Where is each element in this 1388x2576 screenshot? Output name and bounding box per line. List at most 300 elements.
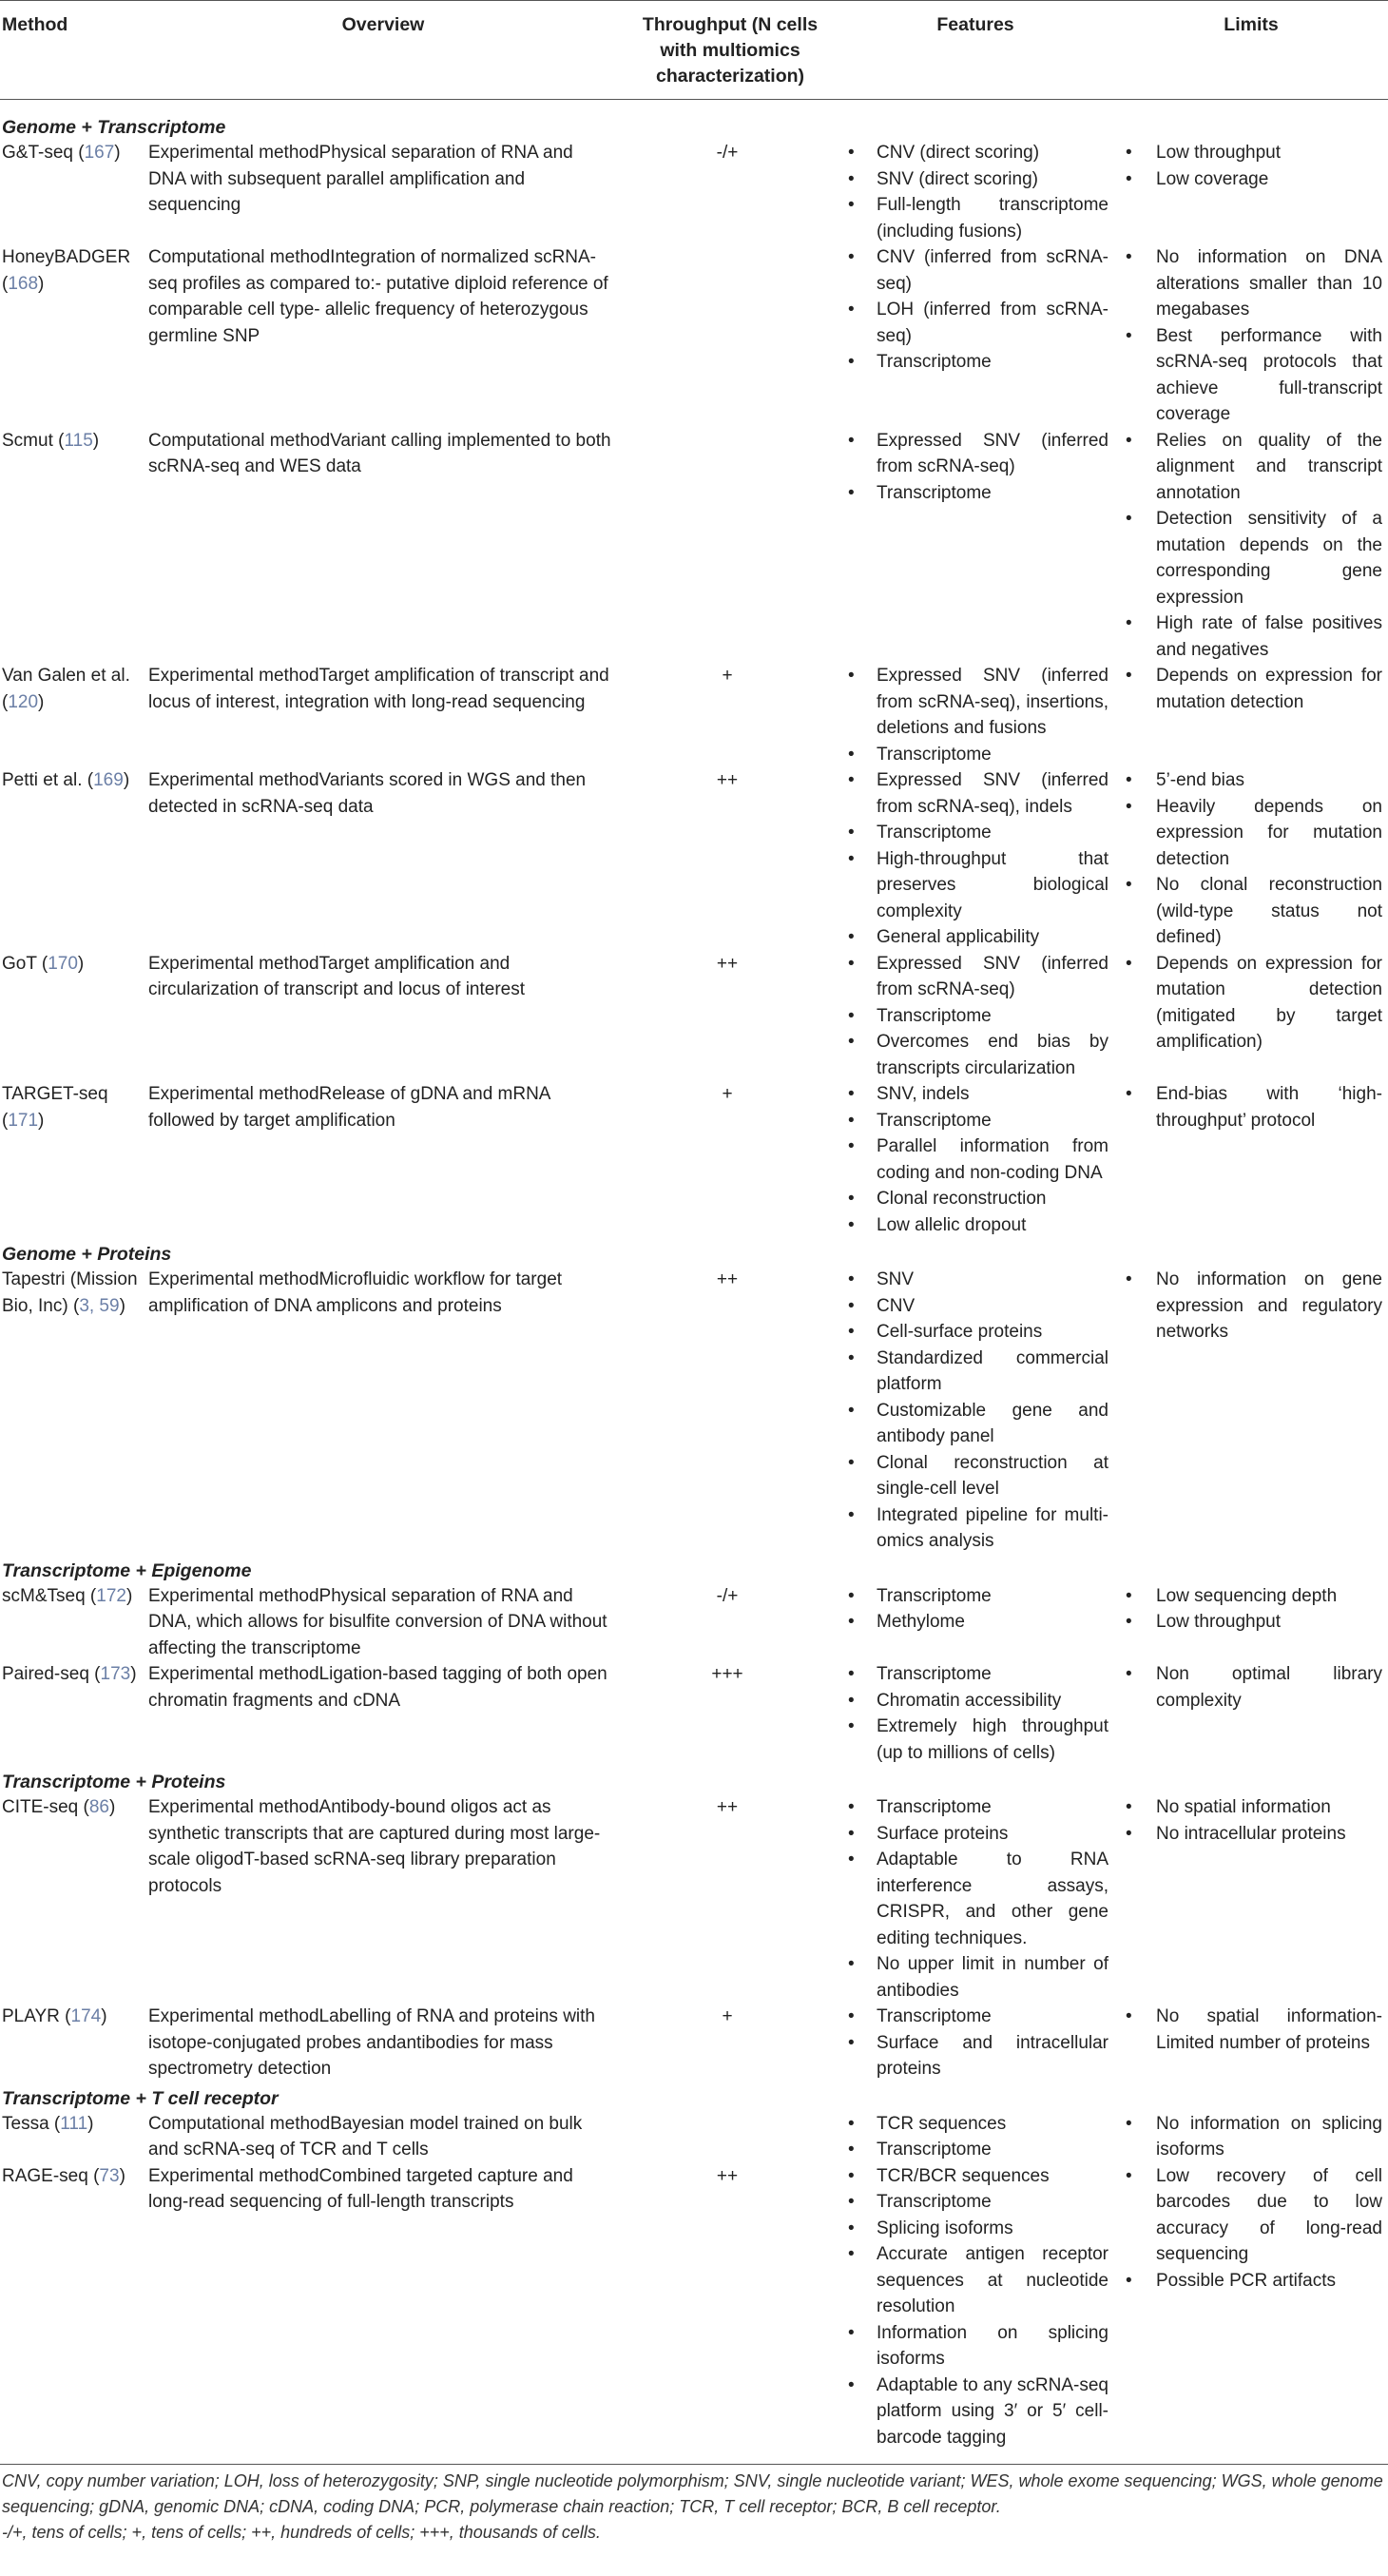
- feature-item: [837, 846, 1108, 925]
- header-throughput: Throughput (N cells with multiomics characterization): [624, 1, 837, 100]
- limit-text: Low recovery of cell barcodes due to low accuracy of long-read sequencing: [1156, 2165, 1382, 2264]
- overview-cell: Experimental methodVariants scored in WGS and then detected in scRNA-seq data: [148, 770, 587, 817]
- bullet-icon: •: [848, 848, 855, 869]
- feature-item: [837, 742, 1108, 768]
- feature-text: Transcriptome: [877, 1585, 992, 1606]
- feature-item: [837, 1661, 1108, 1688]
- header-overview: Overview: [143, 1, 624, 100]
- feature-list: [837, 140, 1108, 244]
- feature-text: Accurate antigen receptor sequences at nucleotide resolution: [877, 2244, 1108, 2316]
- feature-text: Transcriptome: [877, 1664, 992, 1684]
- bullet-icon: •: [848, 1797, 855, 1817]
- feature-text: TCR sequences: [877, 2113, 1007, 2134]
- table-row: [0, 244, 1388, 428]
- bullet-icon: •: [1126, 1664, 1132, 1684]
- feature-text: High-throughput that preserves biological complexity: [877, 848, 1108, 921]
- method-cell: GoT (170): [2, 953, 85, 974]
- limits-cell: [1114, 767, 1388, 951]
- overview-cell: Experimental methodLabelling of RNA and proteins with isotope-conjugated probes andantibodies for mass spectrometry detection: [148, 2006, 595, 2079]
- feature-list: [837, 767, 1108, 951]
- feature-item: [837, 2137, 1108, 2163]
- overview-cell: Computational methodIntegration of normalized scRNA-seq profiles as compared to:- putative diploid reference of comparable cell type- allelic frequency of heterozygous germline SNP: [148, 247, 608, 346]
- limit-item: [1114, 323, 1382, 428]
- limit-list: [1114, 244, 1382, 428]
- limit-item: [1114, 610, 1382, 663]
- throughput-cell: [624, 428, 837, 664]
- table-row: [0, 1794, 1388, 2004]
- limit-text: Depends on expression for mutation detection: [1156, 666, 1382, 712]
- feature-item: [837, 1609, 1108, 1636]
- feature-item: [837, 1714, 1108, 1766]
- table-body: [0, 100, 1388, 2465]
- table-row: [0, 1583, 1388, 1662]
- feature-text: Parallel information from coding and non-coding DNA: [877, 1136, 1108, 1183]
- feature-text: Customizable gene and antibody panel: [877, 1400, 1108, 1446]
- limit-item: [1114, 1583, 1382, 1610]
- limit-list: [1114, 1661, 1382, 1714]
- features-cell: [837, 767, 1114, 951]
- method-cell: Tessa (111): [2, 2113, 94, 2134]
- bullet-icon: •: [848, 744, 855, 765]
- feature-text: Overcomes end bias by transcripts circularization: [877, 1032, 1108, 1078]
- feature-text: Transcriptome: [877, 1110, 992, 1131]
- feature-item: [837, 1212, 1108, 1239]
- limits-cell: [1114, 2004, 1388, 2082]
- limit-text: Detection sensitivity of a mutation depends on the corresponding gene expression: [1156, 509, 1382, 608]
- limit-item: [1114, 767, 1382, 794]
- feature-text: Expressed SNV (inferred from scRNA-seq): [877, 430, 1108, 476]
- limit-text: Low throughput: [1156, 1612, 1281, 1632]
- method-reference: 3, 59: [79, 1295, 120, 1316]
- throughput-cell: +: [722, 666, 733, 686]
- feature-text: Extremely high throughput (up to millions of cells): [877, 1716, 1108, 1763]
- limit-item: [1114, 1821, 1382, 1848]
- limit-list: [1114, 1081, 1382, 1133]
- limit-text: Possible PCR artifacts: [1156, 2270, 1337, 2291]
- bullet-icon: •: [848, 1612, 855, 1632]
- bullet-icon: •: [1126, 2113, 1132, 2134]
- limits-cell: [1114, 1661, 1388, 1766]
- bullet-icon: •: [1126, 613, 1132, 633]
- feature-item: [837, 820, 1108, 846]
- limit-item: [1114, 1661, 1382, 1714]
- limit-item: [1114, 1267, 1382, 1346]
- feature-list: [837, 663, 1108, 767]
- method-name: TARGET-seq: [2, 1084, 108, 1104]
- limit-list: [1114, 2163, 1382, 2295]
- feature-item: [837, 1081, 1108, 1108]
- limit-text: Low sequencing depth: [1156, 1585, 1338, 1606]
- limits-cell: [1114, 140, 1388, 244]
- overview-cell: Experimental methodRelease of gDNA and mRNA followed by target amplification: [148, 1084, 550, 1131]
- feature-text: CNV (inferred from scRNA-seq): [877, 247, 1108, 294]
- feature-text: Standardized commercial platform: [877, 1347, 1108, 1394]
- feature-item: [837, 349, 1108, 376]
- method-reference: 172: [96, 1585, 126, 1606]
- bullet-icon: •: [1126, 770, 1132, 790]
- features-cell: [837, 1661, 1114, 1766]
- section-row: [0, 1238, 1388, 1267]
- bullet-icon: •: [1126, 953, 1132, 974]
- method-cell: Tapestri (Mission Bio, Inc) (3, 59): [2, 1269, 138, 1316]
- section-title: Transcriptome + T cell receptor: [2, 2087, 279, 2109]
- bullet-icon: •: [848, 1823, 855, 1844]
- limit-item: [1114, 2163, 1382, 2268]
- feature-text: Expressed SNV (inferred from scRNA-seq), indels: [877, 770, 1108, 817]
- bullet-icon: •: [848, 1110, 855, 1131]
- bullet-icon: •: [848, 2032, 855, 2053]
- method-cell: RAGE-seq (73): [0, 2163, 143, 2465]
- bullet-icon: •: [1126, 2165, 1132, 2186]
- method-name: PLAYR: [2, 2006, 60, 2026]
- limit-list: [1114, 1583, 1382, 1636]
- throughput-cell: -/+: [716, 143, 739, 163]
- feature-text: Information on splicing isoforms: [877, 2322, 1108, 2369]
- method-name: CITE-seq: [2, 1797, 79, 1817]
- feature-item: [837, 1029, 1108, 1081]
- bullet-icon: •: [848, 1400, 855, 1421]
- bullet-icon: •: [848, 1850, 855, 1869]
- limit-item: [1114, 166, 1382, 193]
- footnote-throughput-legend: -/+, tens of cells; +, tens of cells; ++, hundreds of cells; +++, thousands of cells.: [2, 2523, 601, 2542]
- feature-item: [837, 2030, 1108, 2082]
- bullet-icon: •: [848, 1322, 855, 1342]
- feature-list: [837, 1267, 1108, 1555]
- throughput-cell: ++: [716, 1797, 739, 1817]
- feature-item: [837, 2216, 1108, 2242]
- method-cell: Paired-seq (173): [2, 1664, 137, 1684]
- feature-text: Low allelic dropout: [877, 1214, 1027, 1235]
- limit-text: Depends on expression for mutation detection (mitigated by target amplification): [1156, 953, 1382, 1052]
- features-cell: [837, 140, 1114, 244]
- bullet-icon: •: [1126, 509, 1132, 529]
- limits-cell: [1114, 2111, 1388, 2163]
- method-cell: TARGET-seq (171): [2, 1084, 108, 1131]
- bullet-icon: •: [848, 927, 855, 947]
- feature-text: Full-length transcriptome (including fusions): [877, 195, 1108, 242]
- limit-list: [1114, 1267, 1382, 1346]
- bullet-icon: •: [1126, 168, 1132, 189]
- bullet-icon: •: [848, 2140, 855, 2160]
- feature-text: SNV (direct scoring): [877, 168, 1038, 189]
- feature-text: LOH (inferred from scRNA-seq): [877, 300, 1108, 346]
- method-reference: 111: [60, 2113, 88, 2134]
- method-name: Scmut: [2, 430, 53, 451]
- feature-item: [837, 297, 1108, 349]
- feature-item: [837, 166, 1108, 193]
- feature-item: [837, 951, 1108, 1003]
- bullet-icon: •: [848, 195, 855, 215]
- header-method: Method: [0, 1, 143, 100]
- limit-item: [1114, 794, 1382, 873]
- features-cell: [837, 428, 1114, 664]
- features-cell: [837, 951, 1114, 1082]
- method-reference: 170: [48, 953, 78, 974]
- section-title: Genome + Transcriptome: [2, 117, 226, 138]
- bullet-icon: •: [848, 1084, 855, 1104]
- method-reference: 169: [93, 770, 124, 790]
- feature-text: Transcriptome: [877, 823, 992, 843]
- method-reference: 173: [100, 1664, 131, 1684]
- limit-text: No intracellular proteins: [1156, 1823, 1346, 1844]
- limit-text: No information on gene expression and regulatory networks: [1156, 1269, 1382, 1342]
- bullet-icon: •: [848, 1452, 855, 1473]
- feature-text: SNV, indels: [877, 1084, 970, 1104]
- bullet-icon: •: [1126, 1084, 1132, 1104]
- bullet-icon: •: [1126, 2006, 1132, 2026]
- bullet-icon: •: [848, 1189, 855, 1209]
- method-name: G&T-seq: [2, 143, 73, 163]
- limit-item: [1114, 428, 1382, 507]
- table-row: [0, 428, 1388, 664]
- feature-item: [837, 2373, 1108, 2451]
- feature-list: [837, 2163, 1108, 2451]
- throughput-cell: -/+: [716, 1585, 739, 1606]
- overview-cell: Experimental methodCombined targeted capture and long-read sequencing of full-length transcripts: [143, 2163, 624, 2465]
- table-footnotes: [0, 2465, 1388, 2546]
- limit-item: [1114, 1609, 1382, 1636]
- limit-list: [1114, 951, 1382, 1056]
- overview-cell: Experimental methodPhysical separation of RNA and DNA, which allows for bisulfite conversion of DNA without affecting the transcriptome: [148, 1585, 607, 1658]
- bullet-icon: •: [848, 143, 855, 163]
- feature-text: Transcriptome: [877, 2140, 992, 2160]
- limits-cell: [1114, 1583, 1388, 1662]
- feature-text: Transcriptome: [877, 1005, 992, 1026]
- limit-list: [1114, 2004, 1382, 2056]
- limit-item: [1114, 2004, 1382, 2056]
- throughput-cell: ++: [716, 1269, 739, 1289]
- bullet-icon: •: [848, 1269, 855, 1289]
- method-name: Petti et al.: [2, 770, 83, 790]
- feature-text: Expressed SNV (inferred from scRNA-seq): [877, 953, 1108, 999]
- bullet-icon: •: [848, 1032, 855, 1052]
- limits-cell: [1114, 2163, 1388, 2465]
- overview-cell: Experimental methodTarget amplification of transcript and locus of interest, integration with long-read sequencing: [148, 666, 609, 712]
- overview-cell: Experimental methodLigation-based tagging of both open chromatin fragments and cDNA: [148, 1664, 607, 1711]
- method-reference: 73: [99, 2165, 120, 2186]
- overview-cell: Computational methodBayesian model trained on bulk and scRNA-seq of TCR and T cells: [148, 2113, 583, 2160]
- feature-text: Splicing isoforms: [877, 2218, 1013, 2238]
- throughput-cell: [624, 2111, 837, 2163]
- feature-item: [837, 1319, 1108, 1346]
- bullet-icon: •: [848, 1347, 855, 1368]
- throughput-cell: [624, 244, 837, 428]
- feature-text: Cell-surface proteins: [877, 1322, 1043, 1342]
- bullet-icon: •: [848, 482, 855, 503]
- bullet-icon: •: [848, 1585, 855, 1606]
- feature-list: [837, 428, 1108, 507]
- feature-item: [837, 1794, 1108, 1821]
- limit-item: [1114, 244, 1382, 323]
- method-cell: CITE-seq (86): [2, 1797, 116, 1817]
- feature-text: Transcriptome: [877, 2006, 992, 2026]
- feature-text: Transcriptome: [877, 352, 992, 372]
- bullet-icon: •: [848, 2192, 855, 2212]
- method-cell: Van Galen et al. (120): [2, 666, 130, 712]
- method-cell: Scmut (115): [2, 430, 100, 451]
- method-name: Paired-seq: [2, 1664, 89, 1684]
- method-name: Van Galen et al.: [2, 666, 130, 686]
- bullet-icon: •: [848, 1295, 855, 1316]
- limit-text: No information on DNA alterations smaller than 10 megabases: [1156, 247, 1382, 320]
- bullet-icon: •: [1126, 796, 1132, 817]
- feature-text: Surface and intracellular proteins: [877, 2032, 1108, 2079]
- features-cell: [837, 663, 1114, 767]
- bullet-icon: •: [1126, 875, 1132, 895]
- limits-cell: [1114, 428, 1388, 664]
- limit-text: No information on splicing isoforms: [1156, 2113, 1382, 2160]
- feature-list: [837, 1794, 1108, 2004]
- section-row: [0, 100, 1388, 141]
- limit-item: [1114, 2268, 1382, 2295]
- method-name: HoneyBADGER: [2, 247, 131, 267]
- feature-item: [837, 1133, 1108, 1186]
- method-reference: 174: [70, 2006, 102, 2026]
- limit-text: No spatial information: [1156, 1797, 1331, 1817]
- feature-text: Expressed SNV (inferred from scRNA-seq), insertions, deletions and fusions: [877, 666, 1108, 738]
- overview-cell: Experimental methodTarget amplification and circularization of transcript and locus of interest: [148, 953, 526, 999]
- throughput-cell: ++: [624, 2163, 837, 2465]
- feature-item: [837, 2004, 1108, 2030]
- bullet-icon: •: [1126, 666, 1132, 686]
- method-reference: 167: [84, 143, 115, 163]
- feature-item: [837, 1688, 1108, 1714]
- limit-text: End-bias with ‘high-throughput’ protocol: [1156, 1084, 1382, 1131]
- bullet-icon: •: [848, 2165, 855, 2186]
- bullet-icon: •: [1126, 143, 1132, 163]
- limit-list: [1114, 428, 1382, 664]
- method-cell: Petti et al. (169): [2, 770, 130, 790]
- section-title: Genome + Proteins: [2, 1244, 172, 1265]
- feature-text: TCR/BCR sequences: [877, 2165, 1050, 2186]
- bullet-icon: •: [848, 666, 855, 686]
- feature-item: [837, 2189, 1108, 2216]
- feature-item: [837, 244, 1108, 297]
- method-cell: G&T-seq (167): [2, 143, 121, 163]
- feature-item: [837, 1293, 1108, 1320]
- limit-text: Relies on quality of the alignment and transcript annotation: [1156, 430, 1382, 503]
- feature-item: [837, 1583, 1108, 1610]
- bullet-icon: •: [848, 823, 855, 843]
- feature-item: [837, 2111, 1108, 2138]
- feature-list: [837, 2111, 1108, 2163]
- feature-text: SNV: [877, 1269, 915, 1289]
- bullet-icon: •: [848, 953, 855, 974]
- feature-text: Methylome: [877, 1612, 965, 1632]
- features-cell: [837, 1583, 1114, 1662]
- feature-text: CNV (direct scoring): [877, 143, 1040, 163]
- feature-list: [837, 244, 1108, 376]
- limit-item: [1114, 2111, 1382, 2163]
- feature-text: Adaptable to any scRNA-seq platform using 3′ or 5′ cell-barcode tagging: [877, 2374, 1108, 2448]
- method-cell: HoneyBADGER (168): [2, 247, 131, 294]
- feature-list: [837, 951, 1108, 1082]
- limits-cell: [1114, 951, 1388, 1082]
- bullet-icon: •: [848, 247, 855, 267]
- feature-item: [837, 1502, 1108, 1555]
- bullet-icon: •: [1126, 1585, 1132, 1606]
- bullet-icon: •: [1126, 1797, 1132, 1817]
- feature-text: Chromatin accessibility: [877, 1690, 1062, 1711]
- throughput-cell: +: [722, 1084, 733, 1104]
- features-cell: [837, 2004, 1114, 2082]
- throughput-cell: +++: [711, 1664, 743, 1684]
- limit-text: Non optimal library complexity: [1156, 1664, 1382, 1711]
- feature-text: Transcriptome: [877, 482, 992, 503]
- section-title: Transcriptome + Epigenome: [2, 1559, 252, 1581]
- feature-item: [837, 1450, 1108, 1502]
- limit-item: [1114, 1081, 1382, 1133]
- bullet-icon: •: [848, 1664, 855, 1684]
- feature-item: [837, 1398, 1108, 1450]
- bullet-icon: •: [848, 300, 855, 320]
- bullet-icon: •: [1126, 325, 1132, 346]
- feature-item: [837, 2163, 1108, 2190]
- feature-item: [837, 924, 1108, 951]
- limit-text: No spatial information- Limited number of proteins: [1156, 2006, 1382, 2053]
- limit-item: [1114, 140, 1382, 166]
- method-reference: 168: [8, 273, 39, 294]
- bullet-icon: •: [848, 1005, 855, 1026]
- limit-list: [1114, 663, 1382, 715]
- method-reference: 86: [88, 1797, 109, 1817]
- bullet-icon: •: [848, 2006, 855, 2026]
- limit-item: [1114, 663, 1382, 715]
- feature-text: Adaptable to RNA interference assays, CRISPR, and other gene editing techniques.: [877, 1850, 1108, 1948]
- bullet-icon: •: [848, 1690, 855, 1711]
- limit-list: [1114, 1794, 1382, 1847]
- overview-cell: Experimental methodPhysical separation of RNA and DNA with subsequent parallel amplification and sequencing: [148, 143, 573, 215]
- features-cell: [837, 1081, 1114, 1238]
- feature-text: Transcriptome: [877, 2192, 992, 2212]
- overview-cell: Experimental methodMicrofluidic workflow for target amplification of DNA amplicons and proteins: [148, 1269, 563, 1316]
- feature-list: [837, 1583, 1108, 1636]
- features-cell: [837, 1267, 1114, 1555]
- feature-item: [837, 480, 1108, 507]
- limit-text: Heavily depends on expression for mutation detection: [1156, 796, 1382, 869]
- limit-text: Low coverage: [1156, 168, 1269, 189]
- header-limits: Limits: [1114, 1, 1388, 100]
- bullet-icon: •: [848, 2322, 855, 2343]
- table-row: [0, 2163, 1388, 2465]
- bullet-icon: •: [848, 2244, 855, 2264]
- features-cell: [837, 1794, 1114, 2004]
- features-cell: [837, 2111, 1114, 2163]
- section-row: [0, 1766, 1388, 1794]
- feature-item: [837, 1003, 1108, 1030]
- bullet-icon: •: [1126, 1612, 1132, 1632]
- limit-item: [1114, 1794, 1382, 1821]
- feature-item: [837, 767, 1108, 820]
- bullet-icon: •: [1126, 247, 1132, 267]
- feature-item: [837, 1951, 1108, 2004]
- table-row: [0, 663, 1388, 767]
- bullet-icon: •: [1126, 2270, 1132, 2291]
- table-row: [0, 767, 1388, 951]
- feature-item: [837, 2320, 1108, 2373]
- bullet-icon: •: [848, 352, 855, 372]
- limit-text: 5’-end bias: [1156, 770, 1244, 790]
- feature-text: Integrated pipeline for multi-omics analysis: [877, 1504, 1108, 1551]
- method-name: Tapestri (Mission Bio, Inc): [2, 1269, 138, 1316]
- limits-cell: [1114, 244, 1388, 428]
- feature-item: [837, 663, 1108, 742]
- feature-item: [837, 192, 1108, 244]
- method-name: RAGE-seq: [2, 2165, 88, 2186]
- feature-text: Transcriptome: [877, 744, 992, 765]
- throughput-cell: +: [722, 2006, 733, 2026]
- method-reference: 115: [64, 430, 93, 451]
